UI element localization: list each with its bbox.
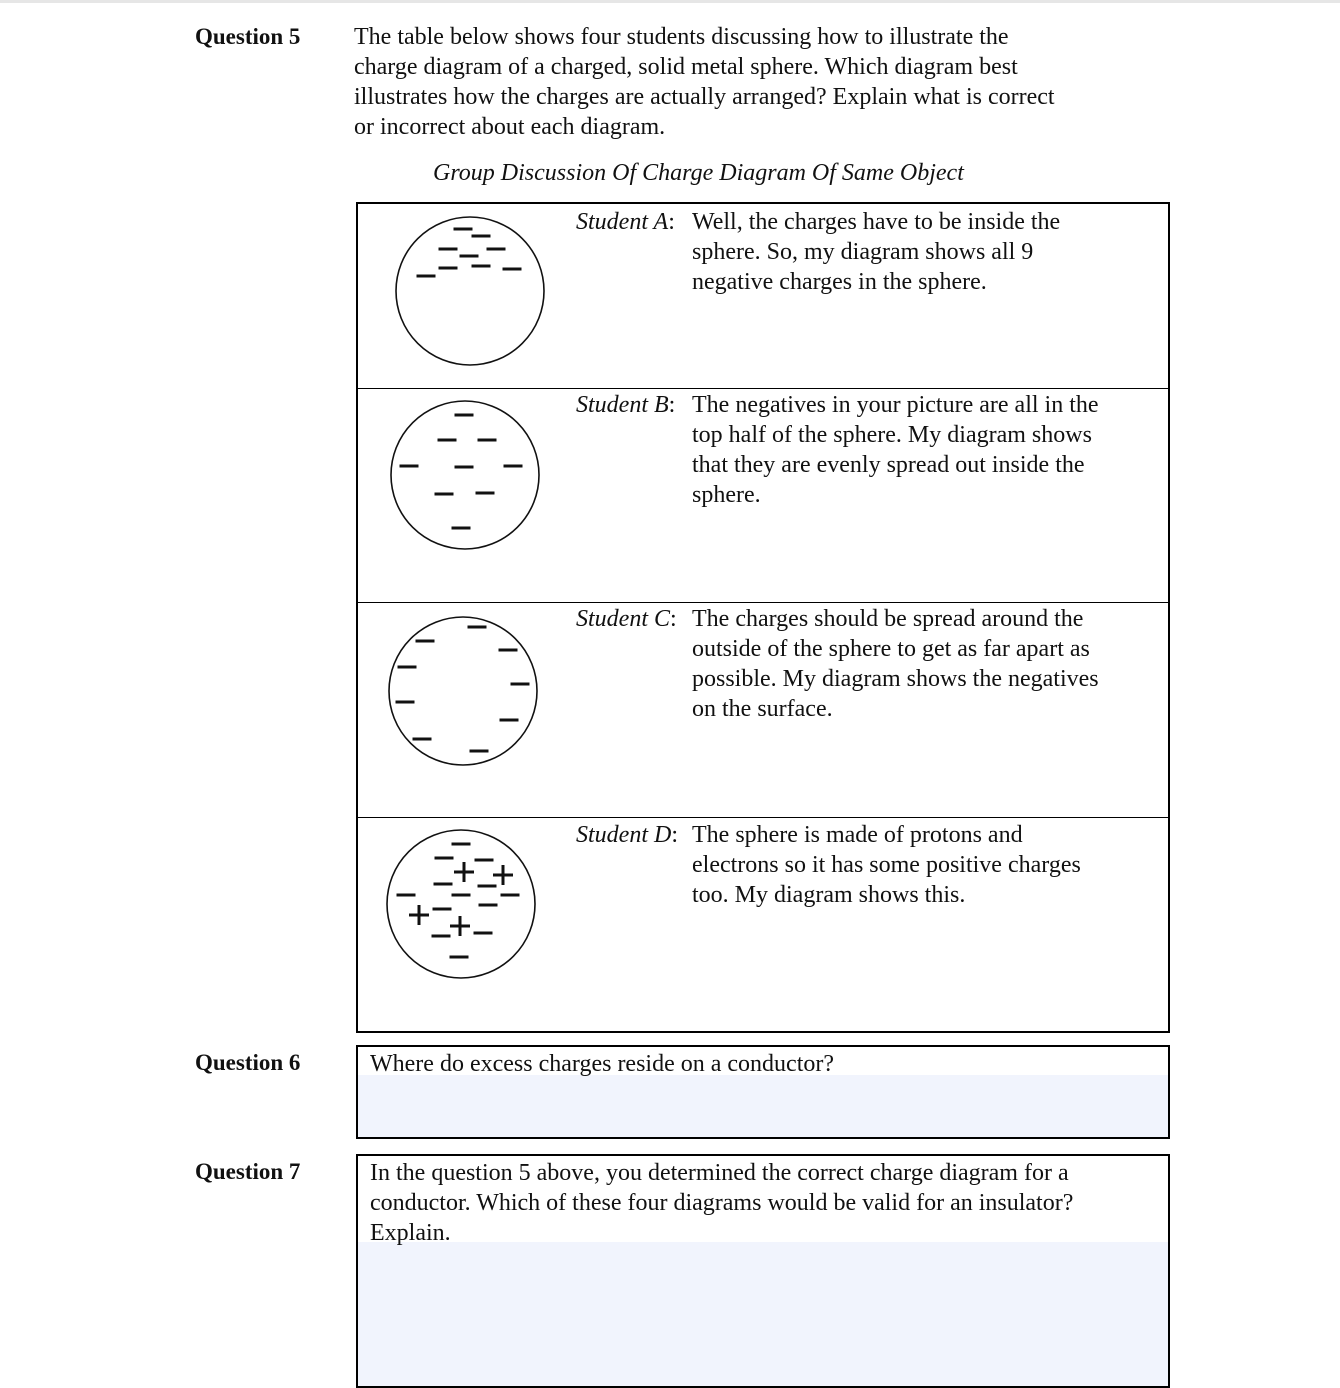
student-c-statement: Student C: The charges should be spread around the outside of the sphere to get as far apart as possible. My diagram shows the negatives on the surface. [576,606,1099,722]
question-6-answer-field[interactable] [358,1075,1168,1137]
top-border [0,0,1340,3]
question-5-text [354,22,1055,142]
positive-charge [493,865,513,885]
text-line: illustrates how the charges are actually arranged? Explain what is correct [354,84,1055,110]
text-line: or incorrect about each diagram. [354,114,666,140]
question-6-label: Question 6 [195,1050,301,1075]
table-row-student-b [358,388,1168,602]
text-line: The table below shows four students discussing how to illustrate the [354,24,1009,50]
question-7-label: Question 7 [195,1159,301,1184]
student-name: Student A [576,209,669,235]
student-name: Student B [576,392,669,418]
table-row-student-d [358,817,1168,1031]
student-b-statement: Student B: The negatives in your picture are all in the top half of the sphere. My diagram shows that they are evenly spread out inside the sphere. [576,392,1099,508]
positive-charge [454,862,474,882]
table-caption: Group Discussion Of Charge Diagram Of Same Object [433,160,964,186]
question-6-box [356,1045,1170,1139]
question-6-prompt: Where do excess charges reside on a conductor? [370,1051,835,1077]
table-row-student-c [358,602,1168,817]
text-line: charge diagram of a charged, solid metal sphere. Which diagram best [354,54,1018,80]
question-5-label: Question 5 [195,24,301,49]
question-7-box [356,1154,1170,1388]
positive-charge [450,916,470,936]
sphere-outline [389,617,537,765]
student-d-statement: Student D: The sphere is made of protons and electrons so it has some positive charges too. My diagram shows this. [576,822,1081,908]
student-name: Student C [576,606,670,632]
table-row-student-a [358,204,1168,388]
student-a-statement: Student A: Well, the charges have to be inside the sphere. So, my diagram shows all 9 negative charges in the sphere. [576,209,1061,295]
student-name: Student D [576,822,672,848]
positive-charge [409,905,429,925]
question-7-answer-field[interactable] [358,1242,1168,1386]
discussion-table [356,202,1170,1033]
sphere-outline [396,217,544,365]
question-7-prompt: In the question 5 above, you determined the correct charge diagram for a conductor. Which of these four diagrams would be valid for an insulator? Explain. [370,1160,1074,1246]
